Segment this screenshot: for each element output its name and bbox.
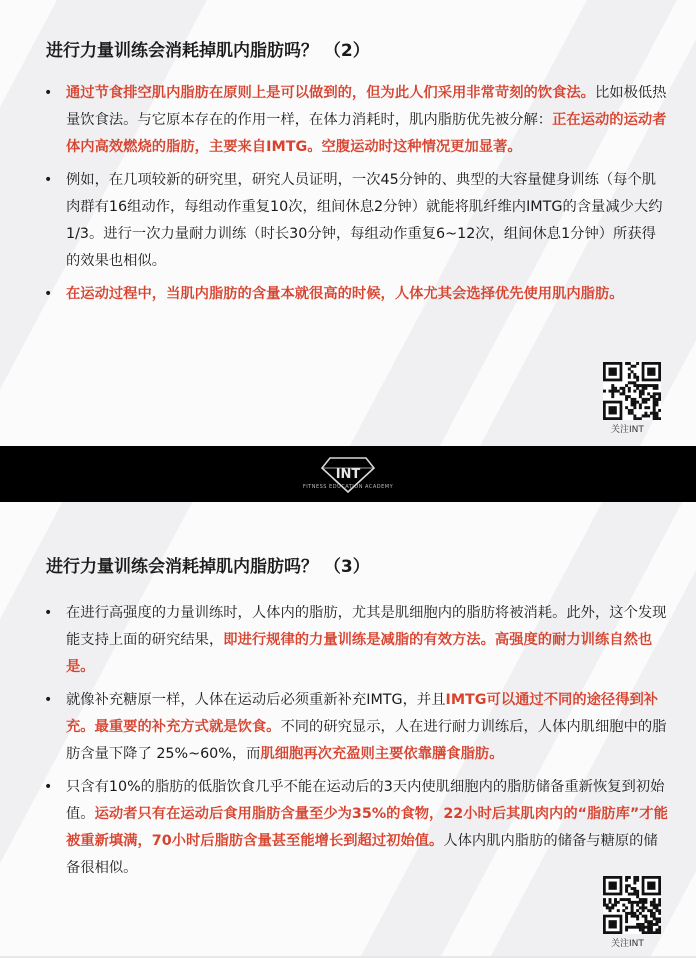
bullet-item: [22, 687, 668, 768]
bullet-dot-icon: •: [44, 286, 53, 302]
body-text: 例如，在几项较新的研究里，研究人员证明，一次45分钟的、典型的大容量健身训练（每个肌肉群有16组动作，每组动作重复10次，组间休息2分钟）就能将肌纤维内IMTG的含量减少大约1/3。进行一次力量耐力训练（时长30分钟，每组动作重复6~12次，组间休息1分钟）所获得的效果也相似。: [66, 172, 663, 269]
highlight-text: 肌细胞再次充盈则主要依靠膳食脂肪。: [260, 746, 504, 762]
bullet-list: [22, 80, 668, 314]
slide-title: 进行力量训练会消耗掉肌内脂肪吗？ （2）: [46, 41, 370, 61]
qr-caption: 关注INT: [611, 425, 644, 435]
highlight-text: IMTG可以通过不同的途径得到补充。最重要的补充方式就是饮食。: [66, 692, 659, 735]
bullet-item: [22, 167, 668, 275]
bullet-dot-icon: •: [44, 172, 53, 188]
bullet-dot-icon: •: [44, 692, 53, 708]
body-text: 人体内肌内脂肪的储备与糖原的储备很相似。: [66, 833, 658, 876]
highlight-text: 通过节食排空肌内脂肪在原则上是可以做到的，但为此人们采用非常苛刻的饮食法。: [66, 85, 595, 101]
bullet-dot-icon: •: [44, 605, 53, 621]
highlight-text: 正在运动的运动者体内高效燃烧的脂肪，主要来自IMTG。空腹运动时这种情况更加显著。: [66, 112, 667, 155]
body-text: 不同的研究显示，人在进行耐力训练后，人体内肌细胞中的脂肪含量下降了 25%~60%，而: [66, 719, 667, 762]
bullet-dot-icon: •: [44, 85, 53, 101]
slide-3-of-series: [0, 502, 696, 958]
highlight-text: 即进行规律的力量训练是减脂的有效方法。高强度的耐力训练自然也是。: [66, 632, 653, 675]
bullet-list: [22, 600, 668, 888]
logo-text: INT: [335, 467, 361, 482]
bullet-item: [22, 774, 668, 882]
body-text: 在进行高强度的力量训练时，人体内的脂肪，尤其是肌细胞内的脂肪将被消耗。此外，这个发现能支持上面的研究结果，: [66, 605, 667, 648]
body-text: 比如极低热量饮食法。与它原本存在的作用一样，在体力消耗时，肌内脂肪优先被分解：: [66, 85, 667, 128]
brand-band: [0, 446, 696, 502]
bullet-item: [22, 281, 668, 308]
qr-caption: 关注INT: [611, 939, 644, 949]
slide-2-of-series: [0, 0, 696, 446]
highlight-text: 运动者只有在运动后食用脂肪含量至少为35%的食物，22小时后其肌肉内的“脂肪库”才能被重新填满，70小时后脂肪含量甚至能增长到超过初始值。: [66, 806, 668, 849]
body-text: 就像补充糖原一样，人体在运动后必须重新补充IMTG，并且: [66, 692, 446, 708]
bullet-dot-icon: •: [44, 779, 53, 795]
slide-title: 进行力量训练会消耗掉肌内脂肪吗？ （3）: [46, 557, 370, 577]
qr-code-icon: [603, 876, 661, 934]
highlight-text: 在运动过程中，当肌内脂肪的含量本就很高的时候，人体尤其会选择优先使用肌内脂肪。: [66, 286, 624, 302]
bullet-item: [22, 80, 668, 161]
logo-tagline: FITNESS EDUCATION ACADEMY: [302, 484, 394, 490]
bullet-item: [22, 600, 668, 681]
body-text: 只含有10%的脂肪的低脂饮食几乎不能在运动后的3天内使肌细胞内的脂肪储备重新恢复到初始值。: [66, 779, 665, 822]
qr-code-icon: [603, 362, 661, 420]
